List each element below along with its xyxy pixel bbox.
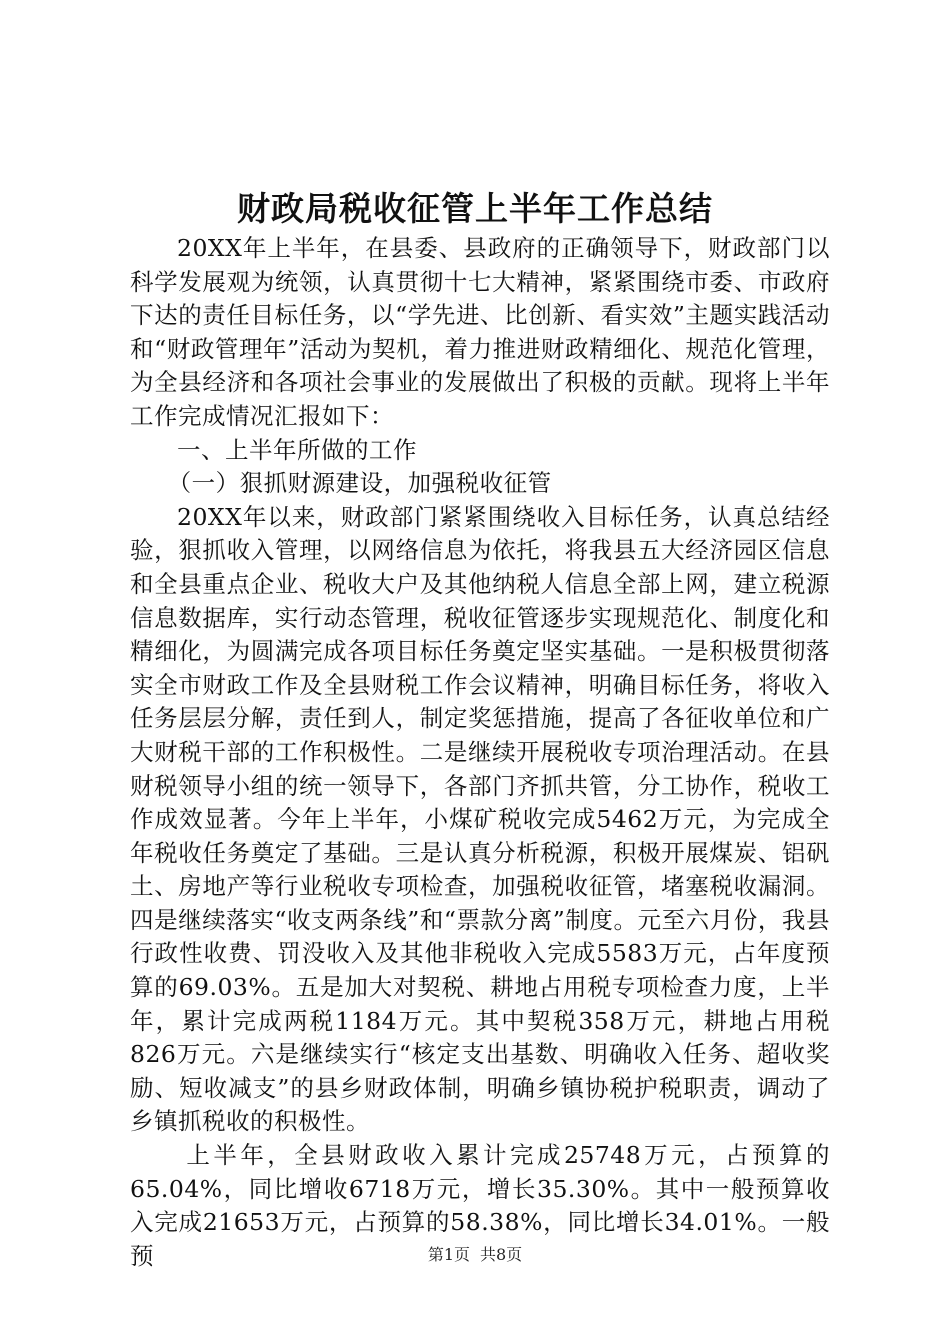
body-paragraph: 20XX年以来，财政部门紧紧围绕收入目标任务，认真总结经验，狠抓收入管理，以网络信息为依托，将我县五大经济园区信息和全县重点企业、税收大户及其他纳税人信息全部上网，建立税源信息数据库，实行动态管理，税收征管逐步实现规范化、制度化和精细化，为圆满完成各项目标任务奠定坚实基础。一是积极贯彻落实全市财政工作及全县财税工作会议精神，明确目标任务，将收入任务层层分解，责任到人，制定奖惩措施，提高了各征收单位和广大财税干部的工作积极性。二是继续开展税收专项治理活动。在县财税领导小组的统一领导下，各部门齐抓共管，分工协作，税收工作成效显著。今年上半年，小煤矿税收完成5462万元，为完成全年税收任务奠定了基础。三是认真分析税源，积极开展煤炭、铝矾土、房地产等行业税收专项检查，加强税收征管，堵塞税收漏洞。四是继续落实“收支两条线”和“票款分离”制度。元至六月份，我县行政性收费、罚没收入及其他非税收入完成5583万元，占年度预算的69.03%。五是加大对契税、耕地占用税专项检查力度，上半年，累计完成两税1184万元。其中契税358万元，耕地占用税826万元。六是继续实行“核定支出基数、明确收入任务、超收奖励、短收减支”的县乡财政体制，明确乡镇协税护税职责，调动了乡镇抓税收的积极性。: [130, 502, 830, 1136]
document-title: 财政局税收征管上半年工作总结: [237, 189, 713, 228]
page-footer: [0, 1244, 950, 1266]
subsection-heading: （一）狠抓财源建设，加强税收征管: [167, 469, 552, 498]
page-number: 第1页: [427, 1245, 470, 1264]
section-heading: 一、上半年所做的工作: [177, 435, 417, 464]
document-body: [130, 232, 830, 1273]
body-paragraph: 上半年，全县财政收入累计完成25748万元，占预算的65.04%，同比增收6718万元，增长35.30%。其中一般预算收入完成21653万元，占预算的58.38%，同比增长34.01%。一般预: [130, 1141, 830, 1270]
intro-paragraph: 20XX年上半年，在县委、县政府的正确领导下，财政部门以科学发展观为统领，认真贯彻十七大精神，紧紧围绕市委、市政府下达的责任目标任务，以“学先进、比创新、看实效”主题实践活动和“财政管理年”活动为契机，着力推进财政精细化、规范化管理，为全县经济和各项社会事业的发展做出了积极的贡献。现将上半年工作完成情况汇报如下：: [130, 234, 830, 430]
page-total: 共8页: [480, 1245, 523, 1264]
